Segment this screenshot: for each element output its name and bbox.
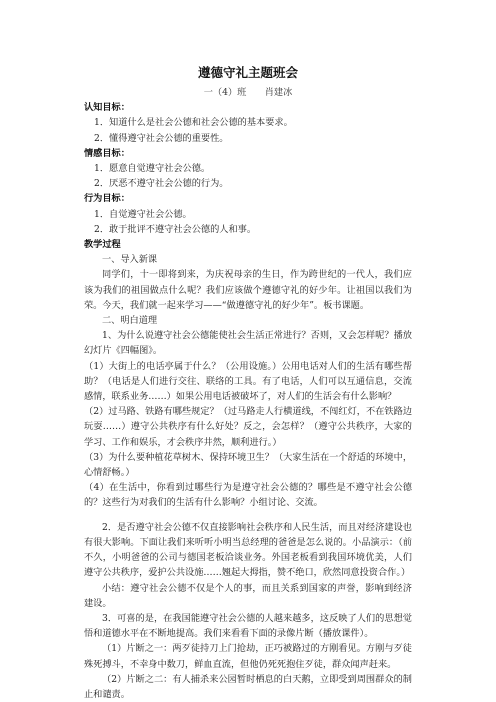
class-author-line: 一（4）班 肖建冰 xyxy=(203,87,293,98)
question-1-part-3: （3）为什么要种植花草树木、保持环境卫生？（大家生活在一个舒适的环境中，心情舒畅。） xyxy=(84,451,413,479)
question-1-part-4: （4）在生活中，你看到过哪些行为是遵守社会公德的？哪些是不遵守社会公德的？这些行为对我们的生活有什么影响？小组讨论、交流。 xyxy=(84,482,412,509)
question-1-part-2: （2）过马路、铁路有哪些规定？（过马路走人行横道线，不闯红灯，不在铁路边玩耍……）遵守公共秩序有什么好处？反之，会怎样？（遵守公共秩序，大家的学习、工作和娱乐，才会秩序井然，顺利进行。） xyxy=(84,406,413,448)
question-3: 3．可喜的是，在我国能遵守社会公德的人越来越多，这反映了人们的思想觉悟和道德水平在不断地提高。我们来看看下面的录像片断（播放课件）。 xyxy=(84,612,412,640)
intro-paragraph: 同学们，十一即将到来，为庆祝母亲的生日，作为跨世纪的一代人，我们应该为我们的祖国做点什么呢？我们应该做个遵德守礼的好少年。让祖国以我们为荣。今天，我们就一起来学习——“做遵德守礼的好少年”。板书课题。 xyxy=(84,269,412,311)
section-intro-heading: 一、导入新课 xyxy=(102,254,158,266)
video-clip-1: （1）片断之一：两歹徒持刀上门抢劫，正巧被路过的方刚看见。方刚与歹徒殊死搏斗，不幸身中数刀，鲜血直流，但他仍死死抱住歹徒，群众闻声赶来。 xyxy=(84,643,412,670)
question-1-part-1: （1）大街上的电话亭属于什么？（公用设施。）公用电话对人们的生活有哪些帮助？（电话是人们进行交往、联络的工具。有了电话，人们可以互通信息，交流感情，联系业务……）如果公用电话被破坏了，对人们的生活会有什么影响？ xyxy=(84,360,412,403)
process-heading: 教学过程 xyxy=(84,239,121,251)
cognitive-item-1: 1．知道什么是社会公德和社会公德的基本要求。 xyxy=(94,117,293,129)
emotion-item-1: 1．愿意自觉遵守社会公德。 xyxy=(94,163,211,175)
behavior-item-1: 1．自觉遵守社会公德。 xyxy=(94,208,192,220)
cognitive-item-2: 2．懂得遵守社会公德的重要性。 xyxy=(94,132,229,144)
emotion-item-2: 2．厌恶不遵守社会公德的行为。 xyxy=(94,178,229,190)
video-clip-2: （2）片断之二：有人捕杀来公园暂时栖息的白天鹅，立即受到周围群众的制止和谴责。 xyxy=(84,673,412,700)
page-title: 遵德守礼主题班会 xyxy=(197,65,298,80)
emotion-heading: 情感目标： xyxy=(84,147,130,159)
summary-paragraph: 小结：遵守社会公德不仅是个人的事，而且关系到国家的声誉，影响到经济建设。 xyxy=(84,582,412,609)
section-reason-heading: 二、明白道理 xyxy=(102,315,158,327)
behavior-heading: 行为目标： xyxy=(84,193,130,205)
cognitive-heading: 认知目标： xyxy=(84,102,130,114)
paragraph-gap xyxy=(84,511,412,520)
question-1: 1、为什么说遵守社会公德能使社会生活正常进行？否则，又会怎样呢？播放幻灯片《四幅图》。 xyxy=(84,330,412,357)
behavior-item-2: 2．敢于批评不遵守社会公德的人和事。 xyxy=(94,223,257,235)
question-2: 2．是否遵守社会公德不仅直接影响社会秩序和人民生活，而且对经济建设也有很大影响。下面让我们来听听小明当总经理的爸爸是怎么说的。小品演示：（前不久，小明爸爸的公司与德国老板洽谈业务。外国老板看到我国环境优美，人们遵守公共秩序，爱护公共设施……翘起大拇指，赞不绝口，欣然同意投资合作。） xyxy=(84,521,412,579)
